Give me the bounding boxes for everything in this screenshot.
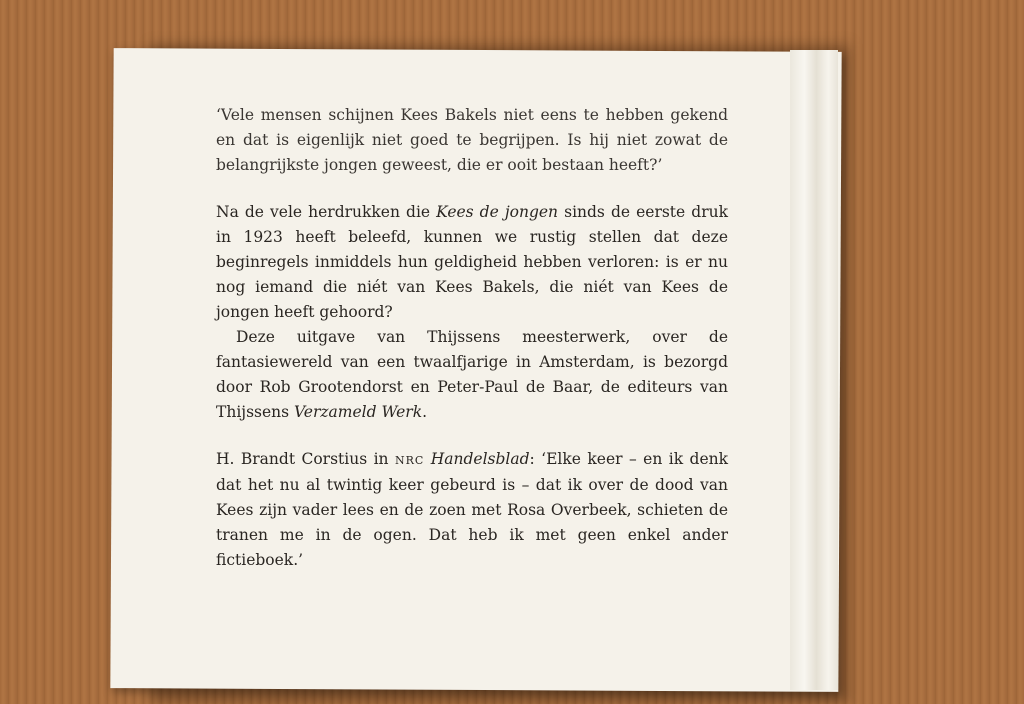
intro-paragraph: Na de vele herdrukken die Kees de jongen sinds de eerste druk in 1923 heeft beleefd, kunnen we rustig stellen dat deze beginregels inmiddels hun geldigheid hebben verloren: is er nu nog iemand die niét van Kees Bakels, die niét van Kees de jongen heeft gehoord? bbox=[216, 203, 728, 321]
collected-works-title: Verzameld Werk bbox=[294, 403, 423, 421]
newspaper-name: Handelsblad bbox=[430, 450, 530, 468]
review-paragraph: H. Brandt Corstius in NRC Handelsblad: ‘Elke keer – en ik denk dat het nu al twintig keer gebeurd is – dat ik over de dood van Kees zijn vader lees en de zoen met Rosa Overbeek, schieten de tranen me in de ogen. Dat heb ik met geen enkel ander fictieboek.’ bbox=[216, 450, 728, 569]
book-title: Kees de jongen bbox=[436, 203, 559, 221]
book-spine bbox=[790, 50, 838, 690]
newspaper-prefix: NRC bbox=[394, 454, 425, 467]
edition-paragraph: Deze uitgave van Thijssens meesterwerk, over de fantasiewereld van een twaalfjarige in Amsterdam, is bezorgd door Rob Grootendorst en Peter-Paul de Baar, de editeurs van Thijssens Verzameld Werk. bbox=[216, 328, 728, 421]
back-cover-text bbox=[216, 103, 728, 573]
opening-quote: ‘Vele mensen schijnen Kees Bakels niet eens te hebben gekend en dat is eigenlijk niet goed te begrijpen. Is hij niet zowat de belangrijkste jongen geweest, die er ooit bestaan heeft?’ bbox=[216, 106, 728, 174]
